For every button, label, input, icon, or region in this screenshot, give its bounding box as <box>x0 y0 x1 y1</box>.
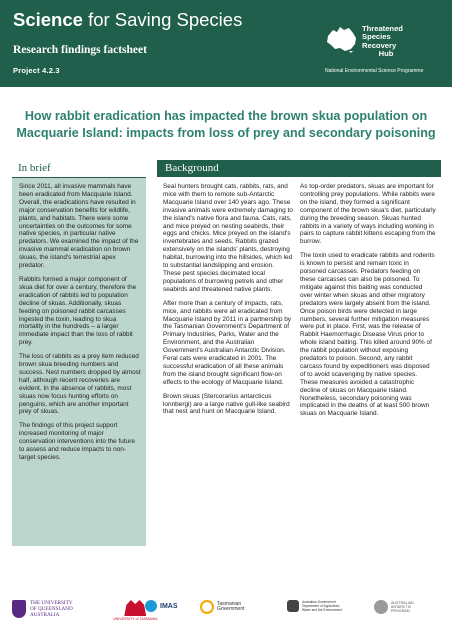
brief-paragraph: Since 2011, all invasive mammals have been eradicated from Macquarie Island. Overall, the eradications have resulted in major conservation benefits for wildlife, plants, and habitats. There were some uncertainties on the outcomes for some native species, in particular native predators. We examined the impact of the invasive mammal eradication on brown skuas, the island's terrestrial apex predator. <box>19 183 139 270</box>
factsheet-subtitle: Research findings factsheet <box>13 44 147 56</box>
uq-crest-icon <box>12 600 26 618</box>
brief-paragraph: The findings of this project support increased monitoring of major conservation interventions into the future to assess and reduce impacts to non-target species. <box>19 422 135 461</box>
header-banner <box>0 0 452 87</box>
antarctic-program-icon <box>374 600 388 614</box>
background-heading: Background <box>157 160 441 177</box>
tasmanian-government-icon <box>200 600 214 614</box>
antarctic-program-logo: AUSTRALIAN ANTARCTIC PROGRAM <box>374 600 414 614</box>
uq-logo: THE UNIVERSITY OF QUEENSLAND AUSTRALIA <box>12 600 73 618</box>
partner-logos <box>0 592 452 643</box>
tasmanian-government-logo: Tasmanian Government <box>200 600 245 614</box>
coat-of-arms-icon <box>287 600 299 612</box>
background-paragraph: As top-order predators, skuas are important for controlling prey populations. While rabbits were on the island, they formed a significant component of the brown skua's diet, particularly during the breeding season. Skuas hunted rabbits in a variety of ways including working in pairs to capture rabbit kittens escaping from the burrow. <box>300 183 436 246</box>
in-brief-heading: In brief <box>12 162 146 178</box>
brand-title: Science for Saving Species <box>13 9 243 30</box>
imas-mark-icon <box>145 600 157 612</box>
main-title: How rabbit eradication has impacted the brown skua population on Macquarie Island: impacts from loss of prey and secondary poisoning <box>16 109 436 140</box>
australian-government-logo: Australian Government Department of Agriculture, Water and the Environment <box>287 600 342 612</box>
background-paragraph: Seal hunters brought cats, rabbits, rats, and mice with them to remote sub-Antarctic Macquarie Island over 140 years ago. These invasive animals were extremely damaging to the island's native flora and fauna. Cats, rats, and mice preyed on nesting seabirds, their eggs and chicks. Mice preyed on the island's invertebrates and seeds. Rabbits grazed extensively on the islands' plants, destroying habitat, burrowing into the hillsides, which led to substantial landslipping and erosion. These pest species decimated local populations of burrowing petrels and other seabirds and threatened native plants. <box>163 183 293 293</box>
background-paragraph: Brown skuas (Stercorarius antarcticus lonnbergi) are a large native gull-like seabird that nest and hunt on Macquarie Island. <box>163 392 290 416</box>
hub-logo-icon <box>325 24 359 54</box>
in-brief-text <box>19 183 141 468</box>
background-column-1 <box>163 183 293 422</box>
imas-logo: IMAS <box>145 600 178 612</box>
program-name: National Environmental Science Programme <box>325 68 424 74</box>
utas-lion-icon <box>124 600 146 616</box>
utas-logo: UNIVERSITY of TASMANIA <box>113 600 158 621</box>
brief-paragraph: The loss of rabbits as a prey item reduced brown skua breeding numbers and success. Nest numbers dropped by almost half, although recent recoveries are evident. In the absence of rabbits, most skuas now focus hunting efforts on penguins, which are another important prey of skuas. <box>19 353 141 416</box>
background-column-2 <box>300 183 436 424</box>
background-paragraph: The toxin used to eradicate rabbits and rodents is known to persist and remain toxic in poisoned carcasses. Predators feeding on these carcasses can also be poisoned. To mitigate against this baiting was conducted over winter when skuas and other migratory predators were largely absent from the island. Once poison birds were detected in large numbers, several further mitigation measures were put in place. First, was the release of Rabbit Haemorrhagic Disease Virus prior to whole island baiting. This killed around 90% of the rabbit population without exposing predators to poison. Second, any rabbit carcass found by expeditioners was disposed of to avoid scavenging by native species. These measures avoided a catastrophic decline of skuas on Macquarie Island. Nonetheless, secondary poisoning was implicated in the deaths of at least 500 brown skuas on Macquarie Island. <box>300 252 435 418</box>
project-number: Project 4.2.3 <box>13 66 60 75</box>
hub-name: Threatened Species Recovery Hub <box>362 24 403 59</box>
brief-paragraph: Rabbits formed a major component of skua diet for over a century, therefore the eradication of rabbits led to population decline of skuas. Additionally, skuas feeding on poisoned rabbit carcasses ingested the toxin, leading to skua mortality in the hundreds – a larger immediate impact than the loss of rabbit prey. <box>19 275 137 347</box>
background-paragraph: After more than a century of impacts, rats, mice, and rabbits were all eradicated from Macquarie Island by 2011 in a partnership by the Tasmanian Government's Department of Primary Industries, Parks, Water and the Environment, and the Australian Government's Australian Antarctic Division. Feral cats were eradicated in 2001. The successful eradication of all these animals from the island brought significant flow-on effects to the ecology of Macquarie Island. <box>163 299 291 386</box>
